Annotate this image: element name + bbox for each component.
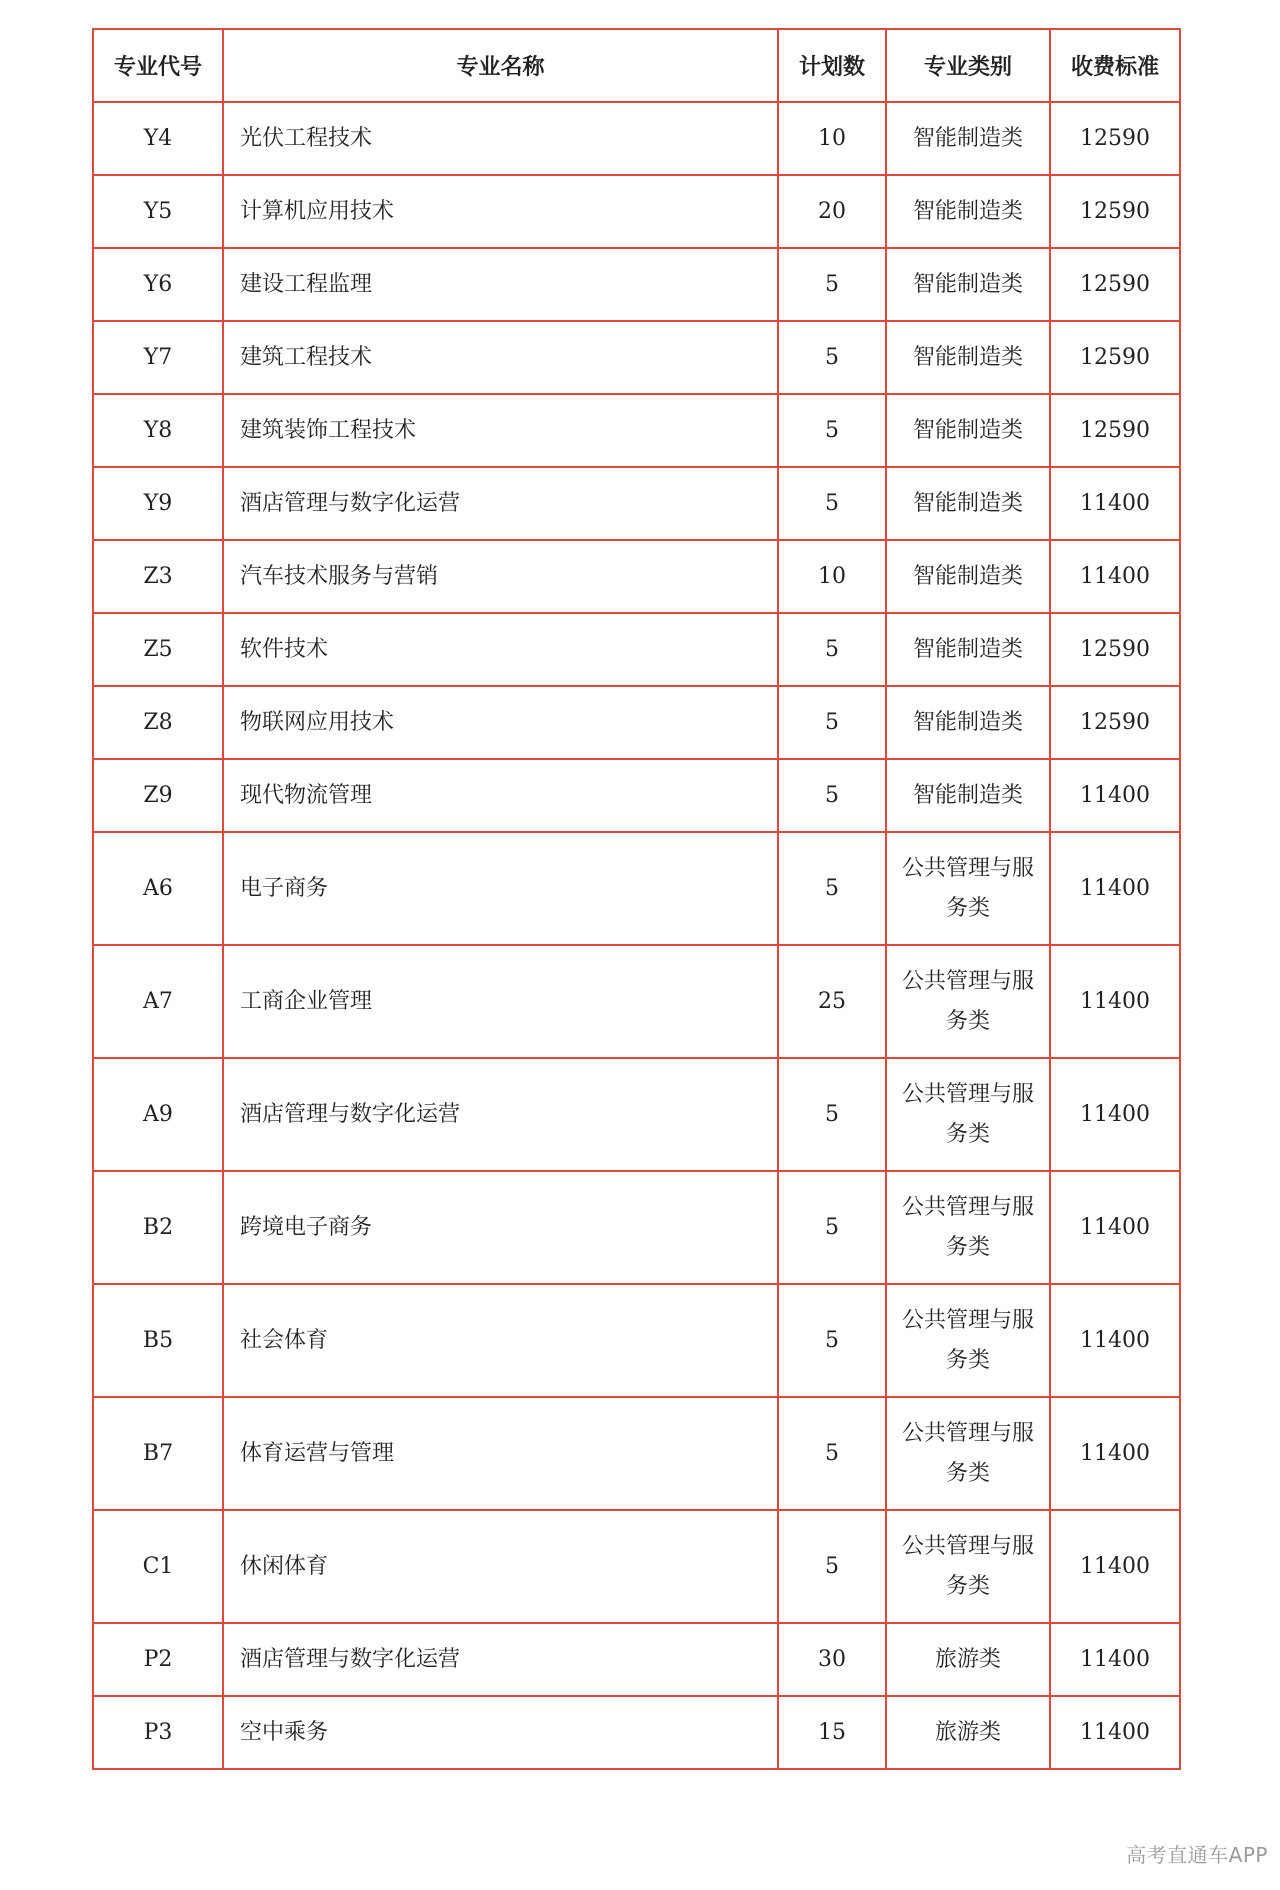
major-category-cell: 智能制造类 [886, 467, 1050, 540]
major-category-cell: 智能制造类 [886, 102, 1050, 175]
table-header-row [93, 29, 1180, 102]
header-major-code: 专业代号 [93, 29, 223, 102]
plan-count-cell: 5 [778, 321, 886, 394]
fee-standard-cell: 11400 [1050, 540, 1180, 613]
plan-count-cell: 10 [778, 540, 886, 613]
table-row [93, 321, 1180, 394]
fee-standard-cell: 11400 [1050, 1171, 1180, 1284]
fee-standard-cell: 12590 [1050, 175, 1180, 248]
plan-count-cell: 5 [778, 613, 886, 686]
major-code-cell: B7 [93, 1397, 223, 1510]
table-row [93, 175, 1180, 248]
fee-standard-cell: 11400 [1050, 1058, 1180, 1171]
major-name-cell: 酒店管理与数字化运营 [223, 1623, 778, 1696]
major-category-cell: 公共管理与服务类 [886, 1058, 1050, 1171]
table-row [93, 467, 1180, 540]
major-code-cell: Y6 [93, 248, 223, 321]
major-code-cell: Y7 [93, 321, 223, 394]
fee-standard-cell: 12590 [1050, 102, 1180, 175]
table-row [93, 1058, 1180, 1171]
plan-count-cell: 5 [778, 1510, 886, 1623]
major-code-cell: A6 [93, 832, 223, 945]
major-category-cell: 旅游类 [886, 1623, 1050, 1696]
table-row [93, 945, 1180, 1058]
major-code-cell: A9 [93, 1058, 223, 1171]
major-code-cell: Z9 [93, 759, 223, 832]
fee-standard-cell: 12590 [1050, 321, 1180, 394]
plan-count-cell: 5 [778, 467, 886, 540]
fee-standard-cell: 11400 [1050, 1696, 1180, 1769]
major-code-cell: B5 [93, 1284, 223, 1397]
major-name-cell: 电子商务 [223, 832, 778, 945]
major-code-cell: Y8 [93, 394, 223, 467]
table-body [93, 102, 1180, 1769]
enrollment-plan-sheet [92, 28, 1179, 1770]
watermark: 高考直通车APP [1126, 1843, 1268, 1867]
header-major-name: 专业名称 [223, 29, 778, 102]
plan-count-cell: 5 [778, 759, 886, 832]
fee-standard-cell: 12590 [1050, 394, 1180, 467]
plan-count-cell: 30 [778, 1623, 886, 1696]
major-name-cell: 工商企业管理 [223, 945, 778, 1058]
fee-standard-cell: 11400 [1050, 832, 1180, 945]
plan-count-cell: 5 [778, 1171, 886, 1284]
plan-count-cell: 20 [778, 175, 886, 248]
major-category-cell: 公共管理与服务类 [886, 1510, 1050, 1623]
plan-count-cell: 5 [778, 248, 886, 321]
header-major-category: 专业类别 [886, 29, 1050, 102]
major-category-cell: 智能制造类 [886, 175, 1050, 248]
table-row [93, 686, 1180, 759]
major-code-cell: C1 [93, 1510, 223, 1623]
table-row [93, 1171, 1180, 1284]
fee-standard-cell: 12590 [1050, 613, 1180, 686]
fee-standard-cell: 11400 [1050, 467, 1180, 540]
major-code-cell: Y5 [93, 175, 223, 248]
header-fee-standard: 收费标准 [1050, 29, 1180, 102]
table-row [93, 394, 1180, 467]
major-code-cell: Y4 [93, 102, 223, 175]
fee-standard-cell: 12590 [1050, 686, 1180, 759]
major-name-cell: 建设工程监理 [223, 248, 778, 321]
major-name-cell: 建筑装饰工程技术 [223, 394, 778, 467]
plan-count-cell: 15 [778, 1696, 886, 1769]
fee-standard-cell: 11400 [1050, 759, 1180, 832]
plan-count-cell: 5 [778, 1284, 886, 1397]
major-code-cell: Z3 [93, 540, 223, 613]
major-code-cell: P2 [93, 1623, 223, 1696]
table-row [93, 613, 1180, 686]
major-name-cell: 物联网应用技术 [223, 686, 778, 759]
table-row [93, 1510, 1180, 1623]
fee-standard-cell: 12590 [1050, 248, 1180, 321]
major-name-cell: 汽车技术服务与营销 [223, 540, 778, 613]
fee-standard-cell: 11400 [1050, 1397, 1180, 1510]
major-code-cell: B2 [93, 1171, 223, 1284]
major-category-cell: 智能制造类 [886, 759, 1050, 832]
table-row [93, 1623, 1180, 1696]
fee-standard-cell: 11400 [1050, 1510, 1180, 1623]
major-category-cell: 智能制造类 [886, 248, 1050, 321]
table-row [93, 1397, 1180, 1510]
fee-standard-cell: 11400 [1050, 945, 1180, 1058]
fee-standard-cell: 11400 [1050, 1284, 1180, 1397]
major-name-cell: 体育运营与管理 [223, 1397, 778, 1510]
table-row [93, 759, 1180, 832]
major-name-cell: 软件技术 [223, 613, 778, 686]
major-category-cell: 智能制造类 [886, 686, 1050, 759]
major-category-cell: 公共管理与服务类 [886, 1284, 1050, 1397]
table-row [93, 248, 1180, 321]
plan-count-cell: 5 [778, 1397, 886, 1510]
major-name-cell: 现代物流管理 [223, 759, 778, 832]
plan-count-cell: 25 [778, 945, 886, 1058]
table-row [93, 540, 1180, 613]
major-code-cell: Z5 [93, 613, 223, 686]
header-plan-count: 计划数 [778, 29, 886, 102]
major-name-cell: 酒店管理与数字化运营 [223, 1058, 778, 1171]
major-name-cell: 计算机应用技术 [223, 175, 778, 248]
plan-count-cell: 5 [778, 1058, 886, 1171]
major-name-cell: 跨境电子商务 [223, 1171, 778, 1284]
major-category-cell: 智能制造类 [886, 540, 1050, 613]
major-code-cell: P3 [93, 1696, 223, 1769]
major-name-cell: 社会体育 [223, 1284, 778, 1397]
major-name-cell: 空中乘务 [223, 1696, 778, 1769]
major-category-cell: 智能制造类 [886, 321, 1050, 394]
major-code-cell: Y9 [93, 467, 223, 540]
table-row [93, 1696, 1180, 1769]
major-name-cell: 酒店管理与数字化运营 [223, 467, 778, 540]
major-name-cell: 光伏工程技术 [223, 102, 778, 175]
table-row [93, 102, 1180, 175]
major-category-cell: 公共管理与服务类 [886, 1397, 1050, 1510]
major-category-cell: 旅游类 [886, 1696, 1050, 1769]
table-row [93, 1284, 1180, 1397]
major-category-cell: 公共管理与服务类 [886, 945, 1050, 1058]
major-name-cell: 建筑工程技术 [223, 321, 778, 394]
plan-count-cell: 5 [778, 832, 886, 945]
table-row [93, 832, 1180, 945]
major-code-cell: Z8 [93, 686, 223, 759]
plan-count-cell: 5 [778, 394, 886, 467]
major-category-cell: 公共管理与服务类 [886, 832, 1050, 945]
plan-count-cell: 10 [778, 102, 886, 175]
major-name-cell: 休闲体育 [223, 1510, 778, 1623]
enrollment-plan-table [92, 28, 1181, 1770]
major-category-cell: 智能制造类 [886, 613, 1050, 686]
plan-count-cell: 5 [778, 686, 886, 759]
major-category-cell: 智能制造类 [886, 394, 1050, 467]
fee-standard-cell: 11400 [1050, 1623, 1180, 1696]
major-code-cell: A7 [93, 945, 223, 1058]
major-category-cell: 公共管理与服务类 [886, 1171, 1050, 1284]
